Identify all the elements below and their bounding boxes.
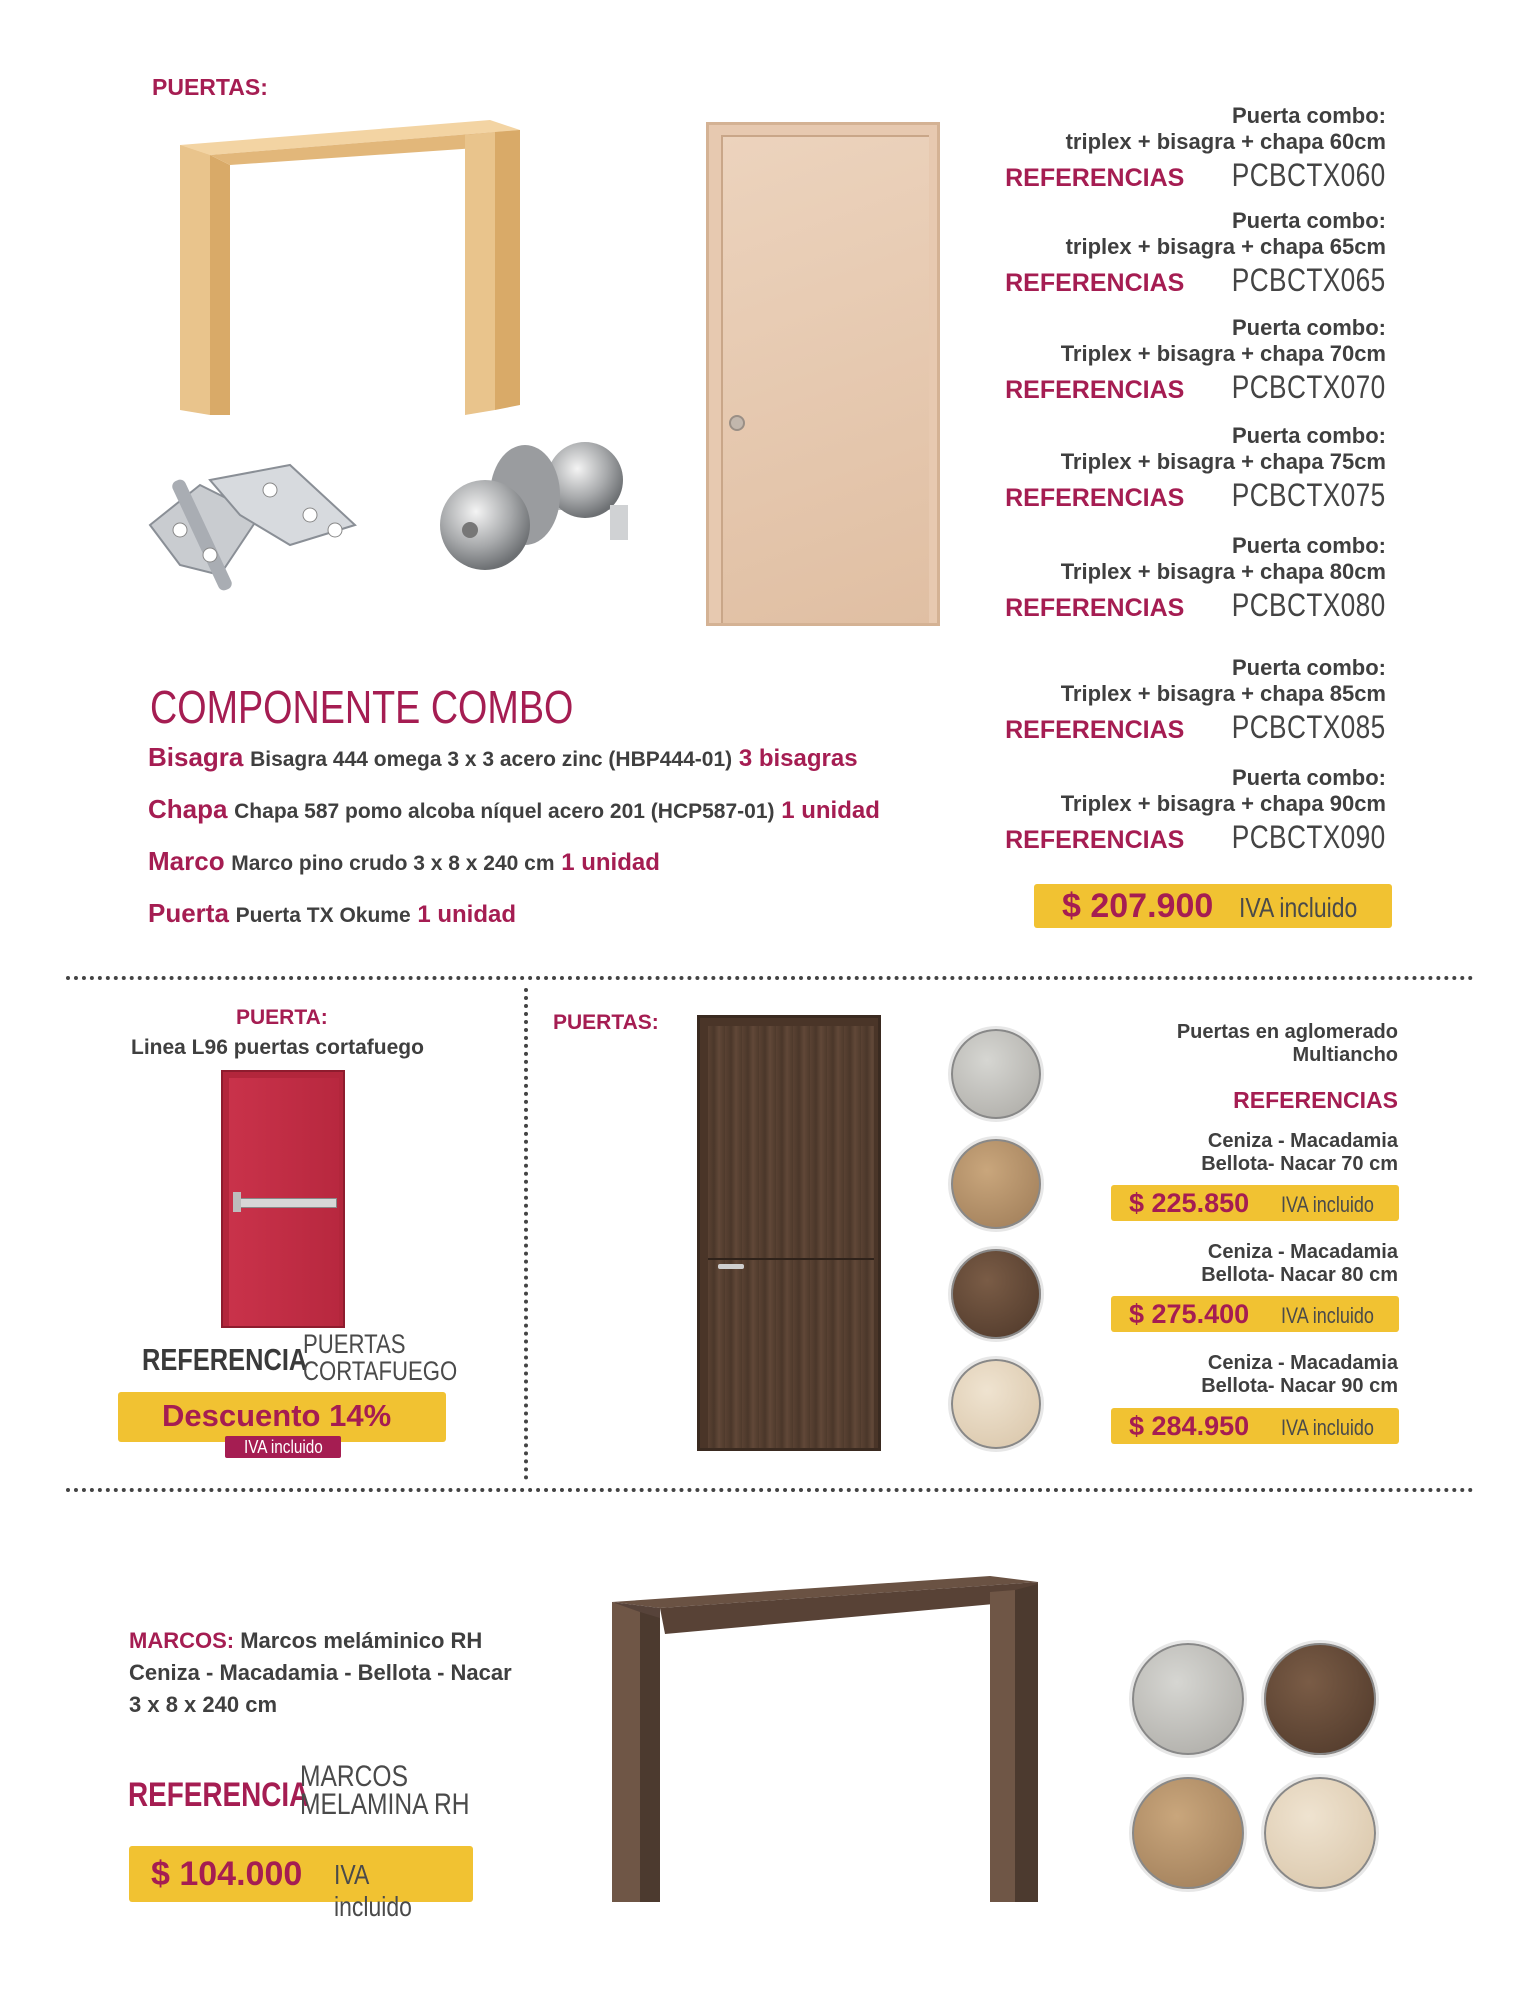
reference-line1: Puerta combo: [1231, 765, 1386, 790]
aglomerado-door-image [697, 1015, 881, 1451]
section3-title-line2: Multiancho [1292, 1044, 1398, 1066]
reference-line1: Puerta combo: [1231, 315, 1386, 340]
reference-block [1005, 103, 1386, 194]
reference-block [1005, 208, 1386, 299]
melamine-frame-image [610, 1572, 1040, 1904]
marcos-price: $ 104.000 [151, 1855, 303, 1893]
section3-heading: PUERTAS: [553, 1011, 659, 1034]
component-desc: Puerta TX Okume [235, 904, 411, 927]
section2-subtitle: Linea L96 puertas cortafuego [131, 1036, 424, 1059]
discount-text: Descuento 14% [162, 1398, 392, 1433]
doorknob-image [425, 425, 645, 600]
reference-line2: Triplex + bisagra + chapa 75cm [1060, 449, 1386, 474]
reference-code: PCBCTX070 [1232, 369, 1386, 405]
item-line1: Ceniza - Macadamia [1207, 1352, 1398, 1374]
reference-code: PCBCTX080 [1232, 587, 1386, 623]
component-label: Puerta [148, 898, 229, 928]
section3-ref-label: REFERENCIAS [1233, 1087, 1398, 1113]
reference-block [1005, 533, 1386, 624]
section4-ref-line1: MARCOS [300, 1760, 408, 1793]
reference-line1: Puerta combo: [1231, 103, 1386, 128]
reference-code: PCBCTX085 [1232, 709, 1386, 745]
marcos-line3: 3 x 8 x 240 cm [129, 1692, 278, 1717]
reference-label: REFERENCIAS [1005, 716, 1185, 744]
item-price-note: IVA incluido [1281, 1303, 1374, 1328]
reference-code: PCBCTX090 [1232, 819, 1386, 855]
reference-block [1005, 655, 1386, 746]
reference-line1: Puerta combo: [1231, 655, 1386, 680]
component-desc: Bisagra 444 omega 3 x 3 acero zinc (HBP444-01) [250, 748, 733, 771]
item-price: $ 275.400 [1129, 1299, 1250, 1329]
item-price: $ 284.950 [1129, 1411, 1250, 1441]
item-price-box [1111, 1185, 1399, 1221]
reference-code: PCBCTX065 [1232, 262, 1386, 298]
item-price-note: IVA incluido [1281, 1192, 1374, 1217]
item-line2: Bellota- Nacar 70 cm [1201, 1153, 1398, 1175]
section4-heading: MARCOS: [129, 1628, 235, 1653]
marcos-line1: Marcos meláminico RH [240, 1628, 483, 1653]
reference-block [1005, 315, 1386, 406]
reference-block [1005, 423, 1386, 514]
reference-line2: Triplex + bisagra + chapa 80cm [1060, 559, 1386, 584]
swatch-macadamia [948, 1136, 1044, 1232]
section2-ref-line2: CORTAFUEGO [303, 1356, 458, 1386]
reference-line1: Puerta combo: [1231, 208, 1386, 233]
reference-label: REFERENCIAS [1005, 376, 1185, 404]
combo-price-box [1034, 884, 1392, 928]
combo-price-note: IVA incluido [1239, 892, 1358, 923]
separator-bottom [66, 1488, 1474, 1492]
swatch-bellota [1261, 1640, 1379, 1758]
section2-ref-line1: PUERTAS [303, 1329, 406, 1359]
swatch-ceniza [1129, 1640, 1247, 1758]
component-qty: 3 bisagras [738, 745, 858, 772]
section4-ref-label: REFERENCIA [128, 1776, 310, 1814]
swatch-macadamia [1129, 1774, 1247, 1892]
section2-heading: PUERTA: [236, 1006, 328, 1029]
component-label: Marco [148, 846, 225, 876]
reference-line2: triplex + bisagra + chapa 60cm [1065, 129, 1386, 154]
reference-label: REFERENCIAS [1005, 164, 1185, 192]
component-row [148, 846, 660, 877]
swatch-bellota [948, 1246, 1044, 1342]
reference-line1: Puerta combo: [1231, 423, 1386, 448]
reference-code: PCBCTX075 [1232, 477, 1386, 513]
reference-line2: Triplex + bisagra + chapa 70cm [1060, 341, 1386, 366]
component-qty: 1 unidad [561, 849, 660, 876]
item-line2: Bellota- Nacar 80 cm [1201, 1264, 1398, 1286]
component-desc: Chapa 587 pomo alcoba níquel acero 201 (HCP587-01) [234, 800, 775, 823]
discount-box [118, 1392, 446, 1442]
reference-label: REFERENCIAS [1005, 826, 1185, 854]
marcos-line2: Ceniza - Macadamia - Bellota - Nacar [129, 1660, 512, 1685]
hinge-image [140, 455, 360, 605]
plywood-door-image [706, 122, 940, 626]
section4-ref-line2: MELAMINA RH [300, 1788, 470, 1821]
reference-label: REFERENCIAS [1005, 269, 1185, 297]
reference-line1: Puerta combo: [1231, 533, 1386, 558]
component-row [148, 794, 880, 825]
swatch-nacar [1261, 1774, 1379, 1892]
separator-top [66, 976, 1474, 980]
reference-label: REFERENCIAS [1005, 594, 1185, 622]
section3-title-line1: Puertas en aglomerado [1176, 1021, 1398, 1043]
section1-heading: PUERTAS: [152, 74, 268, 100]
discount-note: IVA incluido [243, 1437, 323, 1457]
reference-block [1005, 765, 1386, 856]
marcos-line1-row [129, 1628, 482, 1654]
item-price-box [1111, 1296, 1399, 1332]
discount-note-badge [225, 1436, 341, 1458]
component-qty: 1 unidad [417, 901, 516, 928]
swatch-nacar [948, 1356, 1044, 1452]
section2-ref-label: REFERENCIA [142, 1342, 308, 1377]
fire-door-image [221, 1070, 345, 1328]
component-label: Chapa [148, 794, 228, 824]
marcos-price-note: IVA incluido [334, 1859, 412, 1922]
combo-price: $ 207.900 [1062, 887, 1214, 925]
item-price-note: IVA incluido [1281, 1415, 1374, 1440]
marcos-price-box [129, 1846, 473, 1922]
item-line1: Ceniza - Macadamia [1207, 1130, 1398, 1152]
item-price: $ 225.850 [1129, 1188, 1250, 1218]
item-line1: Ceniza - Macadamia [1207, 1241, 1398, 1263]
pine-frame-image [170, 110, 530, 420]
component-row [148, 742, 858, 773]
component-desc: Marco pino crudo 3 x 8 x 240 cm [231, 852, 555, 875]
reference-line2: Triplex + bisagra + chapa 90cm [1060, 791, 1386, 816]
combo-title: COMPONENTE COMBO [150, 681, 574, 733]
component-row [148, 898, 516, 929]
separator-middle [524, 988, 528, 1480]
swatch-ceniza [948, 1026, 1044, 1122]
item-line2: Bellota- Nacar 90 cm [1201, 1375, 1398, 1397]
reference-code: PCBCTX060 [1232, 157, 1386, 193]
component-label: Bisagra [148, 742, 244, 772]
component-qty: 1 unidad [781, 797, 880, 824]
reference-line2: Triplex + bisagra + chapa 85cm [1060, 681, 1386, 706]
reference-line2: triplex + bisagra + chapa 65cm [1065, 234, 1386, 259]
item-price-box [1111, 1408, 1399, 1444]
reference-label: REFERENCIAS [1005, 484, 1185, 512]
